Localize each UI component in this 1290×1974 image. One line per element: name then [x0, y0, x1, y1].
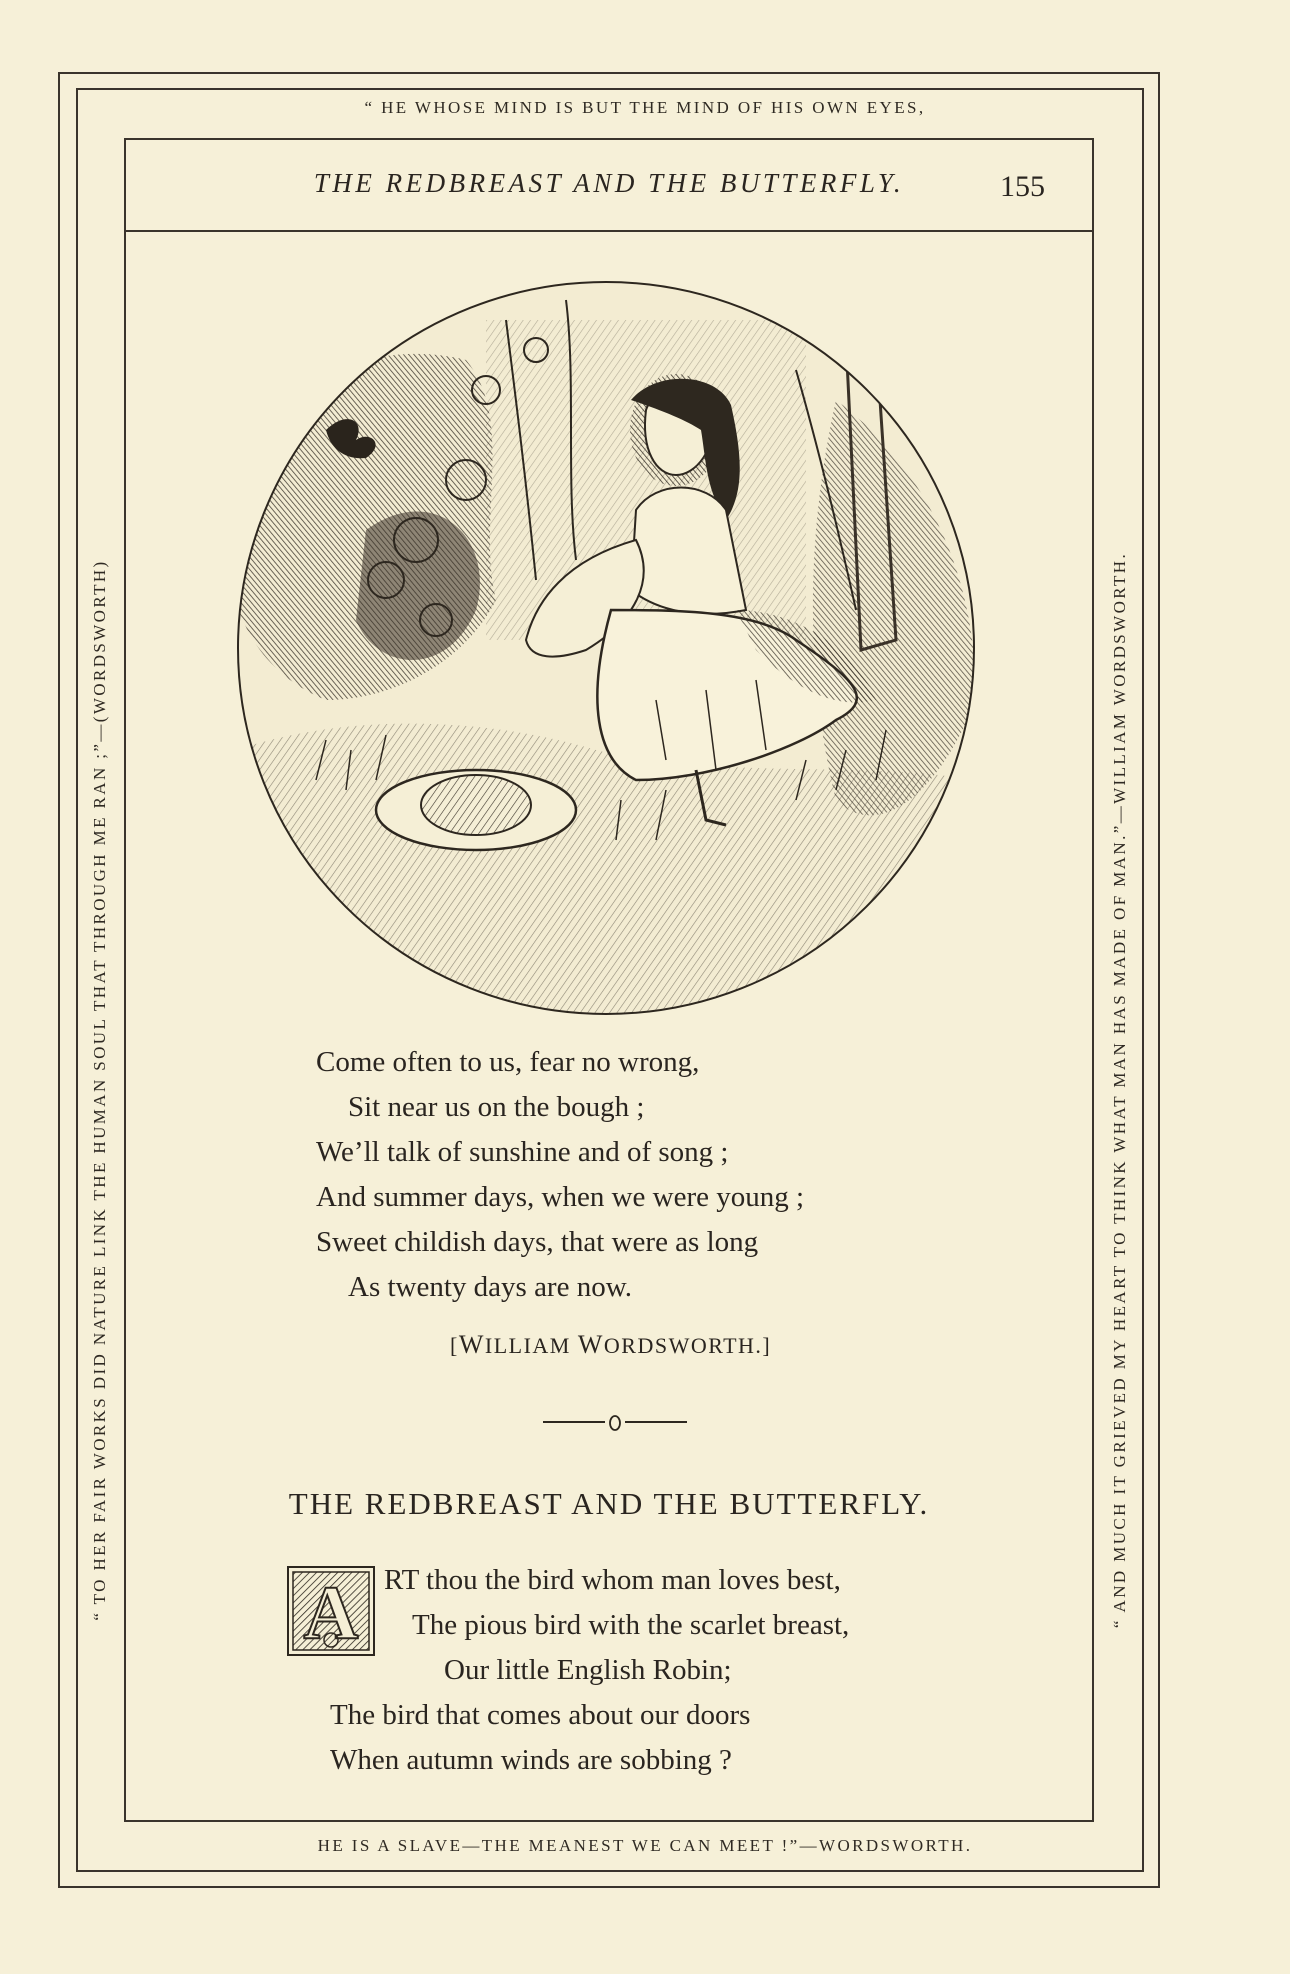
border-quote-left: “ TO HER FAIR WORKS DID NATURE LINK THE HUMAN SOUL THAT THROUGH ME RAN ;”—(WORDSWORTH): [90, 559, 109, 1621]
page-number: 155: [1000, 170, 1045, 203]
section-title: THE REDBREAST AND THE BUTTERFLY.: [288, 1486, 930, 1521]
border-quote-top: “ HE WHOSE MIND IS BUT THE MIND OF HIS OWN EYES,: [364, 98, 926, 117]
poem-line: And summer days, when we were young ;: [316, 1181, 805, 1213]
girl-in-garden-engraving-icon: [236, 280, 976, 1020]
poem-line: Sit near us on the bough ;: [348, 1091, 645, 1123]
running-title: THE REDBREAST AND THE BUTTERFLY.: [313, 168, 905, 198]
poem-line: When autumn winds are sobbing ?: [330, 1744, 732, 1776]
poem-line: We’ll talk of sunshine and of song ;: [316, 1136, 729, 1168]
header-rule: [124, 230, 1094, 232]
attribution-bracket: .]: [755, 1333, 772, 1358]
poem-stanza: [316, 1040, 804, 1310]
poem-line: Our little English Robin;: [444, 1654, 732, 1686]
attribution-last-name: ORDSWORTH: [603, 1333, 756, 1358]
attribution-first-name: ILLIAM: [484, 1333, 571, 1358]
poem-line: Sweet childish days, that were as long: [316, 1226, 759, 1258]
poem-line: As twenty days are now.: [348, 1271, 633, 1303]
attribution-initial: W: [458, 1330, 485, 1359]
poem-line: The pious bird with the scarlet breast,: [412, 1609, 850, 1641]
border-quote-right: “ AND MUCH IT GRIEVED MY HEART TO THINK WHAT MAN HAS MADE OF MAN.”—WILLIAM WORDSWORTH.: [1110, 551, 1129, 1629]
section-divider-ornament: [543, 1412, 687, 1432]
poem-line: RT thou the bird whom man loves best,: [384, 1564, 841, 1596]
attribution-bracket: [: [450, 1333, 459, 1358]
dropcap-letter: A: [303, 1571, 359, 1655]
poem-line: The bird that comes about our doors: [330, 1699, 751, 1731]
poem-attribution: [450, 1330, 771, 1360]
attribution-initial: W: [577, 1330, 604, 1359]
border-quote-bottom: HE IS A SLAVE—THE MEANEST WE CAN MEET !”—WORDSWORTH.: [317, 1836, 973, 1855]
poem-stanza: [316, 1558, 849, 1783]
poem-line: Come often to us, fear no wrong,: [316, 1046, 700, 1078]
